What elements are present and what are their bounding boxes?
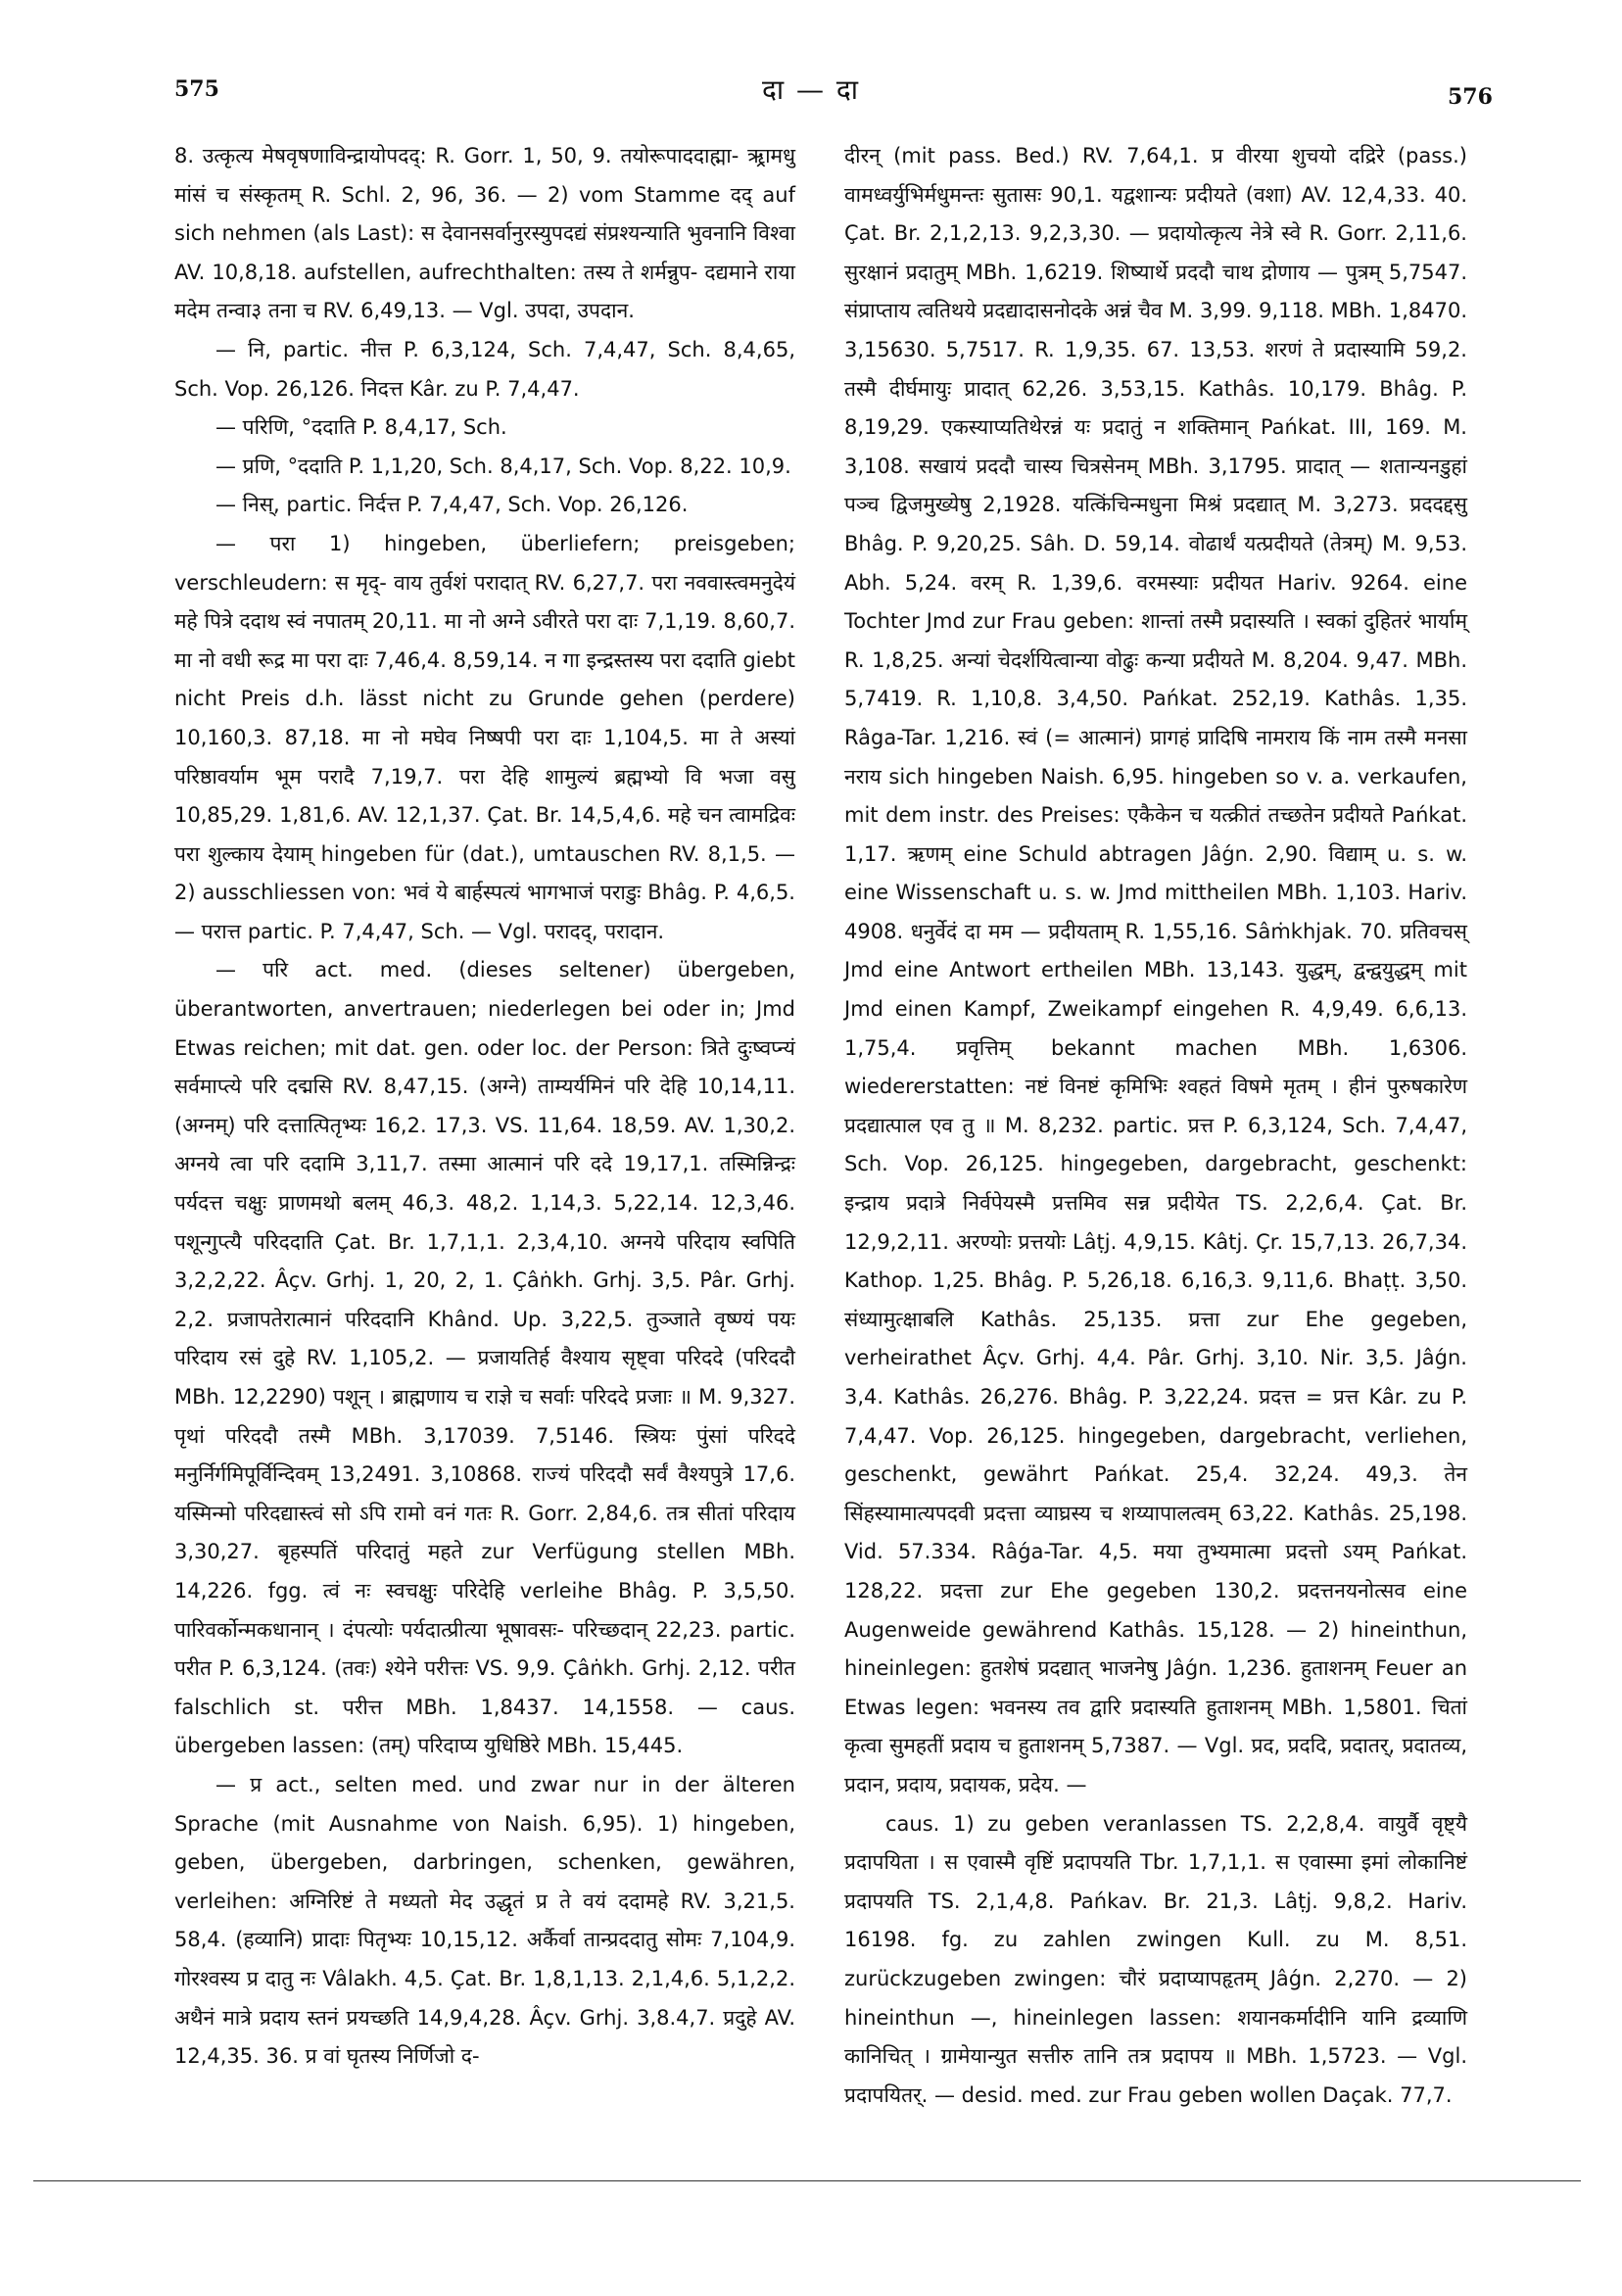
entry-paragraph: दीरन् (mit pass. Bed.) RV. 7,64,1. प्र वीरया शुचयो दद्रिरे (pass.) वामध्वर्युभिर्मधुमन्तः सुतासः 90,1. यद्वशान्यः प्रदीयते (वशा) AV. 12,4,33. 40. Çat. Br. 2,1,2,13. 9,2,3,30. — प्रदायोत्कृत्य नेत्रे स्वे R. Gorr. 2,11,6. सुरक्षानं प्रदातुम् MBh. 1,6219. शिष्यार्थे प्रददौ चाथ द्रोणाय — पुत्रम् 5,7547. संप्राप्ताय त्वतिथये प्रदद्यादासनोदके अन्नं चैव M. 3,99. 9,118. MBh. 1,8470. 3,15630. 5,7517. R. 1,9,35. 67. 13,53. शरणं ते प्रदास्यामि 59,2. तस्मै दीर्घमायुः प्रादात् 62,26. 3,53,15. Kathâs. 10,179. Bhâg. P. 8,19,29. एकस्याप्यतिथेरन्नं यः प्रदातुं न शक्तिमान् Pańkat. III, 169. M. 3,108. सखायं प्रददौ चास्य चित्रसेनम् MBh. 3,1795. प्रादात् — शतान्यनडुहां पञ्च द्विजमुख्येषु 2,1928. यत्किंचिन्मधुना मिश्रं प्रदद्यात् M. 3,273. प्रददद्दसु Bhâg. P. 9,20,25. Sâh. D. 59,14. वोढार्थं यत्प्रदीयते (तेत्रम्) M. 9,53. Abh. 5,24. वरम् R. 1,39,6. वरमस्याः प्रदीयत Hariv. 9264. eine Tochter Jmd zur Frau geben: शान्तां तस्मै प्रदास्यति । स्वकां दुहितरं भार्याम् R. 1,8,25. अन्यां चेदर्शयित्वान्या वोढुः कन्या प्रदीयते M. 8,204. 9,47. MBh. 5,7419. R. 1,10,8. 3,4,50. Pańkat. 252,19. Kathâs. 1,35. Râga-Tar. 1,216. स्वं (= आत्मानं) प्रागहं प्रादिषि नामराय किं नाम तस्मै मनसा नराय sich hingeben Naish. 6,95. hingeben so v. a. verkaufen, mit dem instr. des Preises: एकैकेन च यत्क्रीतं तच्छतेन प्रदीयते Pańkat. 1,17. ऋणम् eine Schuld abtragen Jâǵn. 2,90. विद्याम् u. s. w. eine Wissenschaft u. s. w. Jmd mittheilen MBh. 1,103. Hariv. 4908. धनुर्वेदं दा मम — प्रदीयताम् R. 1,55,16. Sâṁkhjak. 70. प्रतिवचस् Jmd eine Antwort ertheilen MBh. 13,143. युद्धम्, द्वन्द्वयुद्धम् mit Jmd einen Kampf, Zweikampf eingehen R. 4,9,49. 6,6,13. 1,75,4. प्रवृत्तिम् bekannt machen MBh. 1,6306. wiedererstatten: नष्टं विनष्टं कृमिभिः श्वहतं विषमे मृतम् । हीनं पुरुषकारेण प्रदद्यात्पाल एव तु ॥ M. 8,232. partic. प्रत्त P. 6,3,124, Sch. 7,4,47, Sch. Vop. 26,125. hingegeben, dargebracht, geschenkt: इन्द्राय प्रदात्रे निर्वपेयस्मै प्रत्तमिव सन्न प्रदीयेत TS. 2,2,6,4. Çat. Br. 12,9,2,11. अरण्योः प्रत्तयोः Lâṭj. 4,9,15. Kâtj. Çr. 15,7,13. 26,7,34. Kathop. 1,25. Bhâg. P. 5,26,18. 6,16,3. 9,11,6. Bhaṭṭ. 3,50. संध्यामुत्क्षाबलि Kathâs. 25,135. प्रत्ता zur Ehe gegeben, verheirathet Âçv. Grhj. 4,4. Pâr. Grhj. 3,10. Nir. 3,5. Jâǵn. 3,4. Kathâs. 26,276. Bhâg. P. 3,22,24. प्रदत्त = प्रत्त Kâr. zu P. 7,4,47. Vop. 26,125. hingegeben, dargebracht, verliehen, geschenkt, gewährt Pańkat. 25,4. 32,24. 49,3. तेन सिंहस्यामात्यपदवी प्रदत्ता व्याघ्रस्य च शय्यापालत्वम् 63,22. Kathâs. 25,198. Vid. 57.334. Râǵa-Tar. 4,5. मया तुभ्यमात्मा प्रदत्तो ऽयम् Pańkat. 128,22. प्रदत्ता zur Ehe gegeben 130,2. प्रदत्तनयनोत्सव eine Augenweide gewährend Kathâs. 15,128. — 2) hineinthun, hineinlegen: हुतशेषं प्रदद्यात् भाजनेषु Jâǵn. 1,236. हुताशनम् Feuer an Etwas legen: भवनस्य तव द्वारि प्रदास्यति हुताशनम् MBh. 1,5801. चितां कृत्वा सुमहतीं प्रदाय च हुताशनम् 5,7387. — Vgl. प्रद, प्रददि, प्रदातर्, प्रदातव्य, प्रदान, प्रदाय, प्रदायक, प्रदेय. —	[844, 144, 1467, 1796]
left-page-number: 575	[174, 76, 219, 102]
bottom-rule	[33, 2180, 1581, 2181]
entry-paragraph: — परि act. med. (dieses seltener) übergeben, überantworten, anvertrauen; niederlegen bei oder in; Jmd Etwas reichen; mit dat. gen. oder loc. der Person: त्रिते दुःष्वप्न्यं सर्वमाप्त्ये परि दद्मसि RV. 8,47,15. (अग्ने) ताम्यर्यमिनं परि देहि 10,14,11. (अग्नम्) परि दत्तात्पितृभ्यः 16,2. 17,3. VS. 11,64. 18,59. AV. 1,30,2. अग्नये त्वा परि ददामि 3,11,7. तस्मा आत्मानं परि ददे 19,17,1. तस्मिन्निन्द्रः पर्यदत्त चक्षुः प्राणमथो बलम् 46,3. 48,2. 1,14,3. 5,22,14. 12,3,46. पशून्गुप्त्यै परिददाति Çat. Br. 1,7,1,1. 2,3,4,10. अग्नये परिदाय स्वपिति 3,2,2,22. Âçv. Grhj. 1, 20, 2, 1. Çâṅkh. Grhj. 3,5. Pâr. Grhj. 2,2. प्रजापतेरात्मानं परिददानि Khând. Up. 3,22,5. तुञ्जाते वृष्ण्यं पयः परिदाय रसं दुहे RV. 1,105,2. — प्रजायतिर्ह वैश्याय सृष्ट्वा परिददे (परिददौ MBh. 12,2290) पशून् । ब्राह्मणाय च राज्ञे च सर्वाः परिददे प्रजाः ॥ M. 9,327. पृथां परिददौ तस्मै MBh. 3,17039. 7,5146. स्त्रियः पुंसां परिददे मनुर्निर्गमिपूर्विन्दिवम् 13,2491. 3,10868. राज्यं परिददौ सर्वं वैश्यपुत्रे 17,6. यस्मिन्मो परिदद्यास्त्वं सो ऽपि रामो वनं गतः R. Gorr. 2,84,6. तत्र सीतां परिदाय 3,30,27. बृहस्पतिं परिदातुं महते zur Verfügung stellen MBh. 14,226. fgg. त्वं नः स्वचक्षुः परिदेहि verleihe Bhâg. P. 3,5,50. पारिवर्कोन्मकधानान् । दंपत्योः पर्यदात्प्रीत्या भूषावसः- परिच्छदान् 22,23. partic. परीत P. 6,3,124. (तवः) श्येने परीत्तः VS. 9,9. Çâṅkh. Grhj. 2,12. परीत falschlich st. परीत्त MBh. 1,8437. 14,1558. — caus. übergeben lassen: (तम्) परिदाप्य युधिष्ठिरे MBh. 15,445.	[174, 958, 795, 1758]
running-head: दा — दा	[761, 73, 861, 106]
right-column	[844, 137, 1467, 2107]
entry-paragraph: — प्रणि, °ददाति P. 1,1,20, Sch. 8,4,17, Sch. Vop. 8,22. 10,9.	[215, 454, 791, 478]
entry-paragraph: — प्र act., selten med. und zwar nur in der älteren Sprache (mit Ausnahme von Naish. 6,95). 1) hingeben, geben, übergeben, darbringen, schenken, gewähren, verleihen: अग्निरिष्टं ते मध्यतो मेद उद्धृतं प्र ते वयं ददामहे RV. 3,21,5. 58,4. (हव्यानि) प्रादाः पितृभ्यः 10,15,12. अर्कैर्वा तान्प्रददातु सोमः 7,104,9. गोरश्वस्य प्र दातु नः Vâlakh. 4,5. Çat. Br. 1,8,1,13. 2,1,4,6. 5,1,2,2. अथैनं मात्रे प्रदाय स्तनं प्रयच्छति 14,9,4,28. Âçv. Grhj. 3,8.4,7. प्रदुहे AV. 12,4,35. 36. प्र वां घृतस्य निर्णिजो द-	[174, 1772, 795, 2069]
entry-paragraph: — निस्, partic. निर्दत्त P. 7,4,47, Sch. Vop. 26,126.	[215, 493, 689, 517]
entry-paragraph: caus. 1) zu geben veranlassen TS. 2,2,8,4. वायुर्वै वृष्ट्यै प्रदापयिता । स एवास्मै वृष्टिं प्रदापयति Tbr. 1,7,1,1. स एवास्मा इमां लोकानिष्टं प्रदापयति TS. 2,1,4,8. Pańkav. Br. 21,3. Lâṭj. 9,8,2. Hariv. 16198. fg. zu zahlen zwingen Kull. zu M. 8,51. zurückzugeben zwingen: चौरं प्रदाप्यापहृतम् Jâǵn. 2,270. — 2) hineinthun —, hineinlegen lassen: शयानकर्मादीनि यानि द्रव्याणि कानिचित् । ग्रामेयान्युत सत्तीरु तानि तत्र प्रदापय ॥ MBh. 1,5723. — Vgl. प्रदापयितर्. — desid. med. zur Frau geben wollen Daçak. 77,7.	[844, 1811, 1467, 2107]
left-column	[174, 137, 795, 2069]
entry-paragraph: — परा 1) hingeben, überliefern; preisgeben; verschleudern: स मृद्‌- वाय तुर्वशं परादात् RV. 6,27,7. परा नववास्त्वमनुदेयं महे पित्रे ददाथ स्वं नपातम् 20,11. मा नो अग्ने ऽवीरते परा दाः 7,1,19. 8,60,7. मा नो वधी रूद्र मा परा दाः 7,46,4. 8,59,14. न गा इन्द्रस्तस्य परा ददाति giebt nicht Preis d.h. lässt nicht zu Grunde gehen (perdere) 10,160,3. 87,18. मा नो मघेव निष्षपी परा दाः 1,104,5. मा ते अस्यां परिष्ठावर्याम भूम परादै 7,19,7. परा देहि शामुल्यं ब्रह्मभ्यो वि भजा वसु 10,85,29. 1,81,6. AV. 12,1,37. Çat. Br. 14,5,4,6. महे चन त्वामद्रिवः परा शुल्काय देयाम् hingeben für (dat.), umtauschen RV. 8,1,5. — 2) ausschliessen von: भवं ये बार्हस्पत्यं भागभाजं पराडुः Bhâg. P. 4,6,5. — परात्त partic. P. 7,4,47, Sch. — Vgl. परादद्, परादान.	[174, 531, 795, 943]
right-page-number: 576	[1448, 84, 1493, 110]
entry-paragraph: 8. उत्कृत्य मेषवृषणाविन्द्रायोपदद्‌: R. Gorr. 1, 50, 9. तयोरूपाददाह्मा- ऋ्रामधु मांसं च संस्कृतम् R. Schl. 2, 96, 36. — 2) vom Stamme दद् auf sich nehmen (als Last): स देवानसर्वानुरस्युपदद्यं संप्रश्यन्याति भुवनानि विश्वा AV. 10,8,18. aufstellen, aufrechthalten: तस्य ते शर्मन्नुप- दद्यमाने राया मदेम तन्वा३ तना च RV. 6,49,13. — Vgl. उपदा, उपदान.	[174, 144, 795, 323]
page-header	[0, 71, 1622, 110]
entry-paragraph: — परिणि, °ददाति P. 8,4,17, Sch.	[215, 415, 507, 440]
entry-paragraph: — नि, partic. नीत्त P. 6,3,124, Sch. 7,4,47, Sch. 8,4,65, Sch. Vop. 26,126. निदत्त Kâr. zu P. 7,4,47.	[174, 337, 795, 401]
